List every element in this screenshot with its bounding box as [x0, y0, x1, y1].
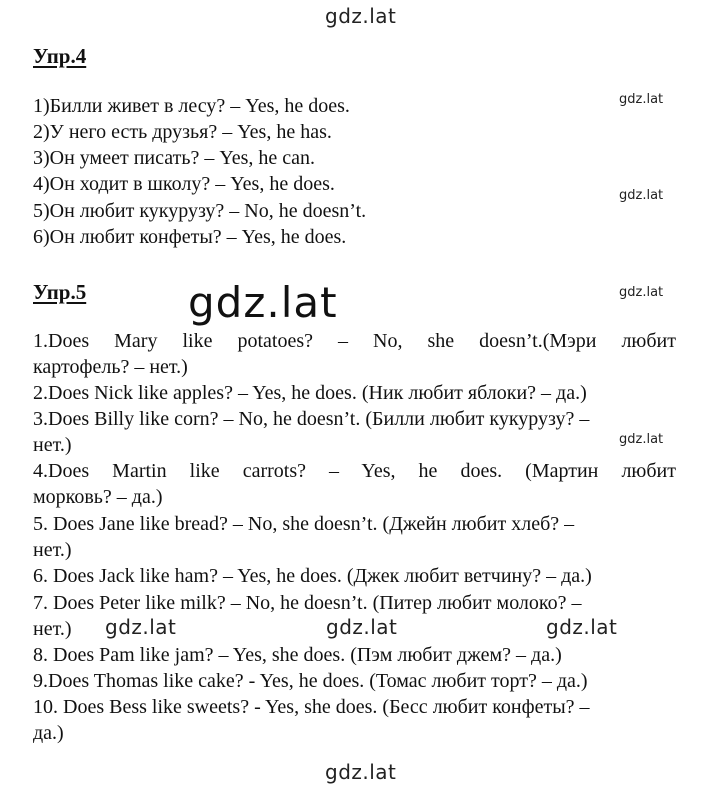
- watermark-right-3: gdz.lat: [619, 285, 664, 300]
- exercise-4-title: Упр.4: [33, 44, 87, 68]
- exercise-5-line-4: 3.Does Billy like corn? – No, he doesn’t. (Билли любит кукурузу? –: [33, 408, 590, 430]
- watermark-row-2: gdz.lat: [326, 615, 398, 639]
- exercise-5-line-5: нет.): [33, 434, 72, 456]
- exercise-5-line-11: 7. Does Peter like milk? – No, he doesn’t. (Питер любит молоко? –: [33, 592, 582, 614]
- exercise-5-line-2: картофель? – нет.): [33, 356, 188, 378]
- exercise-5-line-6: 4.Does Martin like carrots? – Yes, he does. (Мартин любит: [33, 460, 676, 482]
- watermark-bottom: gdz.lat: [325, 760, 397, 784]
- exercise-5-line-1: 1.Does Mary like potatoes? – No, she doesn’t.(Мэри любит: [33, 330, 676, 352]
- exercise-5-line-8: 5. Does Jane like bread? – No, she doesn’t. (Джейн любит хлеб? –: [33, 513, 575, 535]
- watermark-big: gdz.lat: [188, 278, 338, 327]
- exercise-4-line-1: 1)Билли живет в лесу? – Yes, he does.: [33, 95, 350, 117]
- exercise-5-line-10: 6. Does Jack like ham? – Yes, he does. (Джек любит ветчину? – да.): [33, 565, 592, 587]
- exercise-5-line-15: 10. Does Bess like sweets? - Yes, she does. (Бесс любит конфеты? –: [33, 696, 590, 718]
- watermark-row-1: gdz.lat: [105, 615, 177, 639]
- exercise-5-title: Упр.5: [33, 280, 87, 304]
- exercise-4-line-4: 4)Он ходит в школу? – Yes, he does.: [33, 173, 335, 195]
- watermark-right-1: gdz.lat: [619, 92, 664, 107]
- watermark-right-2: gdz.lat: [619, 188, 664, 203]
- exercise-5-line-12: нет.): [33, 618, 72, 640]
- exercise-5-line-9: нет.): [33, 539, 72, 561]
- exercise-5-line-13: 8. Does Pam like jam? – Yes, she does. (Пэм любит джем? – да.): [33, 644, 562, 666]
- exercise-5-line-14: 9.Does Thomas like cake? - Yes, he does. (Томас любит торт? – да.): [33, 670, 588, 692]
- exercise-4-line-2: 2)У него есть друзья? – Yes, he has.: [33, 121, 332, 143]
- exercise-5-line-7: морковь? – да.): [33, 486, 163, 508]
- watermark-row-3: gdz.lat: [546, 615, 618, 639]
- exercise-4-line-6: 6)Он любит конфеты? – Yes, he does.: [33, 226, 347, 248]
- exercise-4-line-5: 5)Он любит кукурузу? – No, he doesn’t.: [33, 200, 367, 222]
- exercise-5-line-3: 2.Does Nick like apples? – Yes, he does. (Ник любит яблоки? – да.): [33, 382, 587, 404]
- watermark-right-4: gdz.lat: [619, 432, 664, 447]
- exercise-4-line-3: 3)Он умеет писать? – Yes, he can.: [33, 147, 316, 169]
- watermark-top: gdz.lat: [325, 4, 397, 28]
- exercise-5-line-16: да.): [33, 722, 64, 744]
